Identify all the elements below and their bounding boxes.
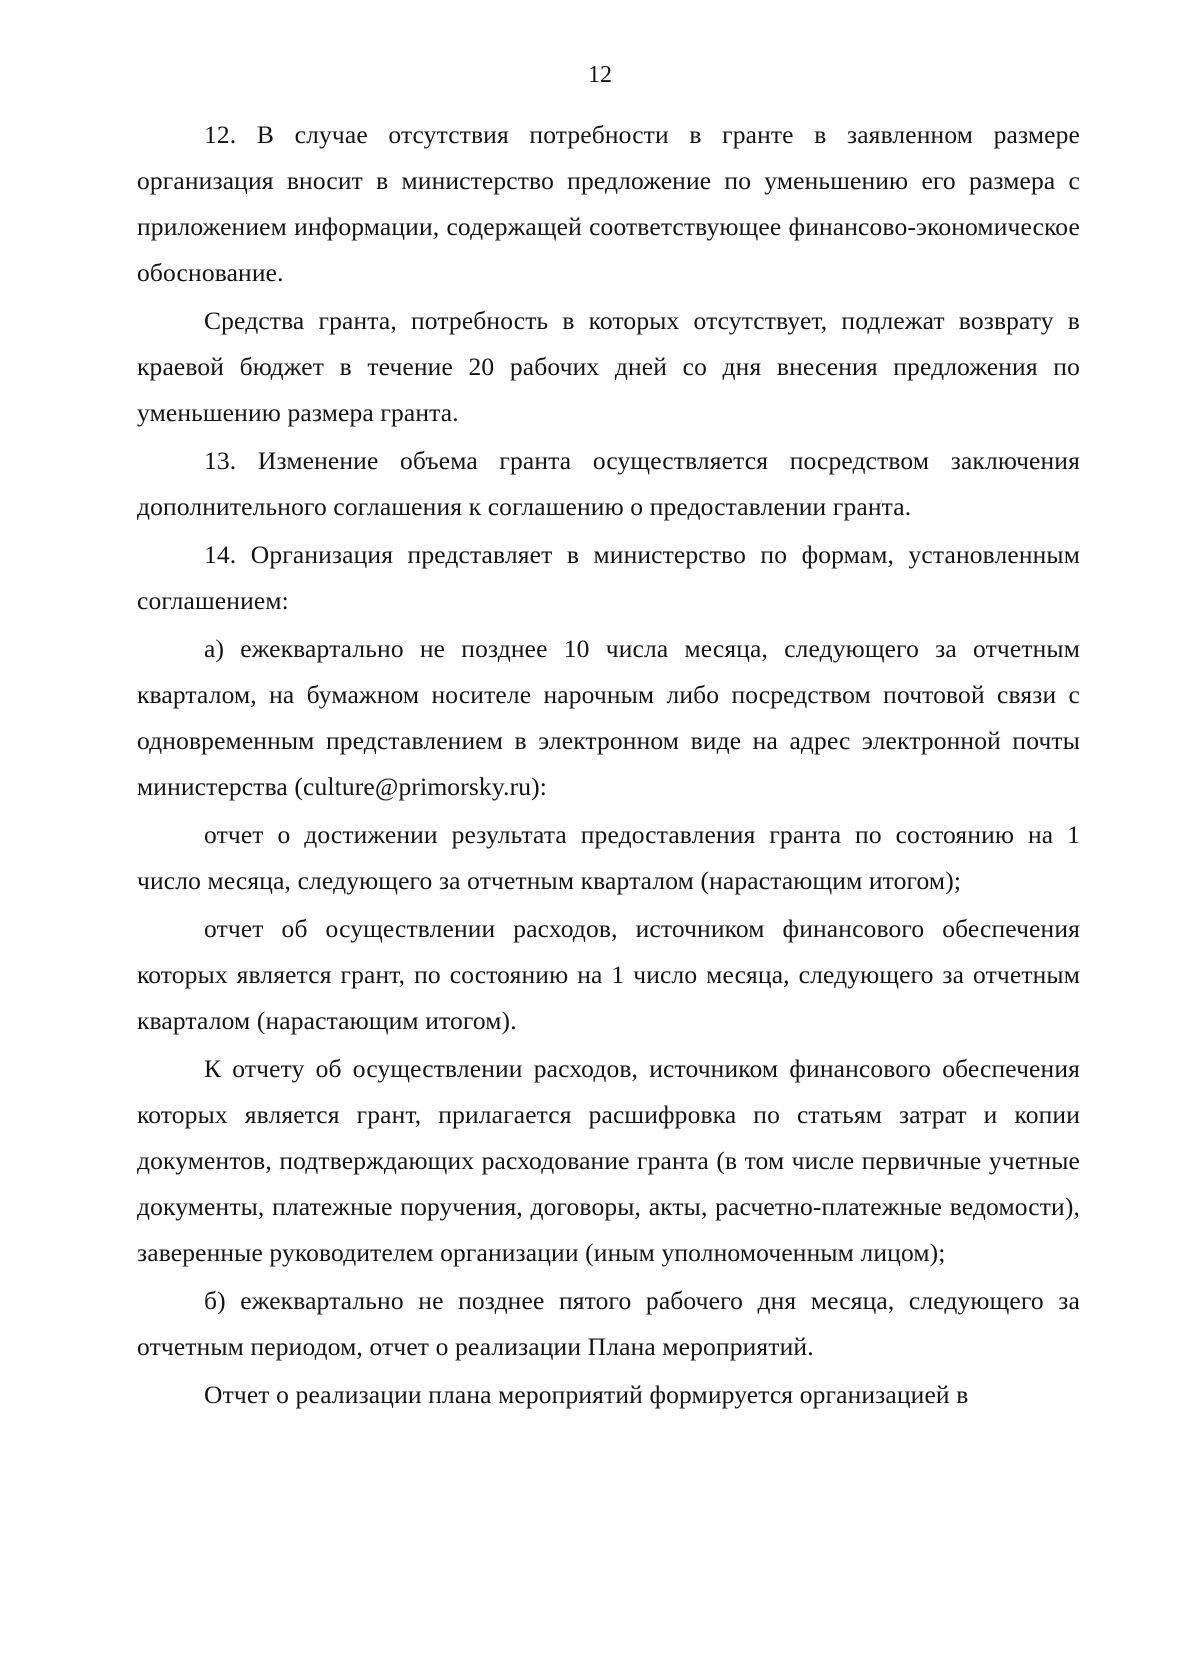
page-number: 12 bbox=[588, 62, 612, 88]
paragraph-result-report: отчет о достижении результата предоставления гранта по состоянию на 1 число месяца, следующего за отчетным кварталом (нарастающим итогом); bbox=[137, 820, 1080, 895]
paragraph-plan-report: Отчет о реализации плана мероприятий формируется организацией в bbox=[204, 1380, 969, 1409]
paragraph-14a: а) ежеквартально не позднее 10 числа месяца, следующего за отчетным кварталом, на бумажном носителе нарочным либо посредством почтовой связи с одновременным представлением в электронном виде на адрес электронной почты министерства (culture@primorsky.ru): bbox=[137, 634, 1080, 801]
paragraph-14: 14. Организация представляет в министерство по формам, установленным соглашением: bbox=[137, 540, 1080, 615]
paragraph-grant-return: Средства гранта, потребность в которых отсутствует, подлежат возврату в краевой бюджет в течение 20 рабочих дней со дня внесения предложения по уменьшению размера гранта. bbox=[137, 306, 1080, 427]
document-body bbox=[137, 112, 1080, 1418]
paragraph-14b: б) ежеквартально не позднее пятого рабочего дня месяца, следующего за отчетным периодом, отчет о реализации Плана мероприятий. bbox=[137, 1286, 1080, 1361]
paragraph-12: 12. В случае отсутствия потребности в гранте в заявленном размере организация вносит в министерство предложение по уменьшению его размера с приложением информации, содержащей соответствующее финансово-экономическое обоснование. bbox=[137, 120, 1080, 287]
paragraph-13: 13. Изменение объема гранта осуществляется посредством заключения дополнительного соглашения к соглашению о предоставлении гранта. bbox=[137, 446, 1080, 521]
paragraph-expense-report: отчет об осуществлении расходов, источником финансового обеспечения которых является грант, по состоянию на 1 число месяца, следующего за отчетным кварталом (нарастающим итогом). bbox=[137, 914, 1080, 1035]
paragraph-expense-attachments: К отчету об осуществлении расходов, источником финансового обеспечения которых является грант, прилагается расшифровка по статьям затрат и копии документов, подтверждающих расходование гранта (в том числе первичные учетные документы, платежные поручения, договоры, акты, расчетно-платежные ведомости), заверенные руководителем организации (иным уполномоченным лицом); bbox=[137, 1054, 1080, 1267]
